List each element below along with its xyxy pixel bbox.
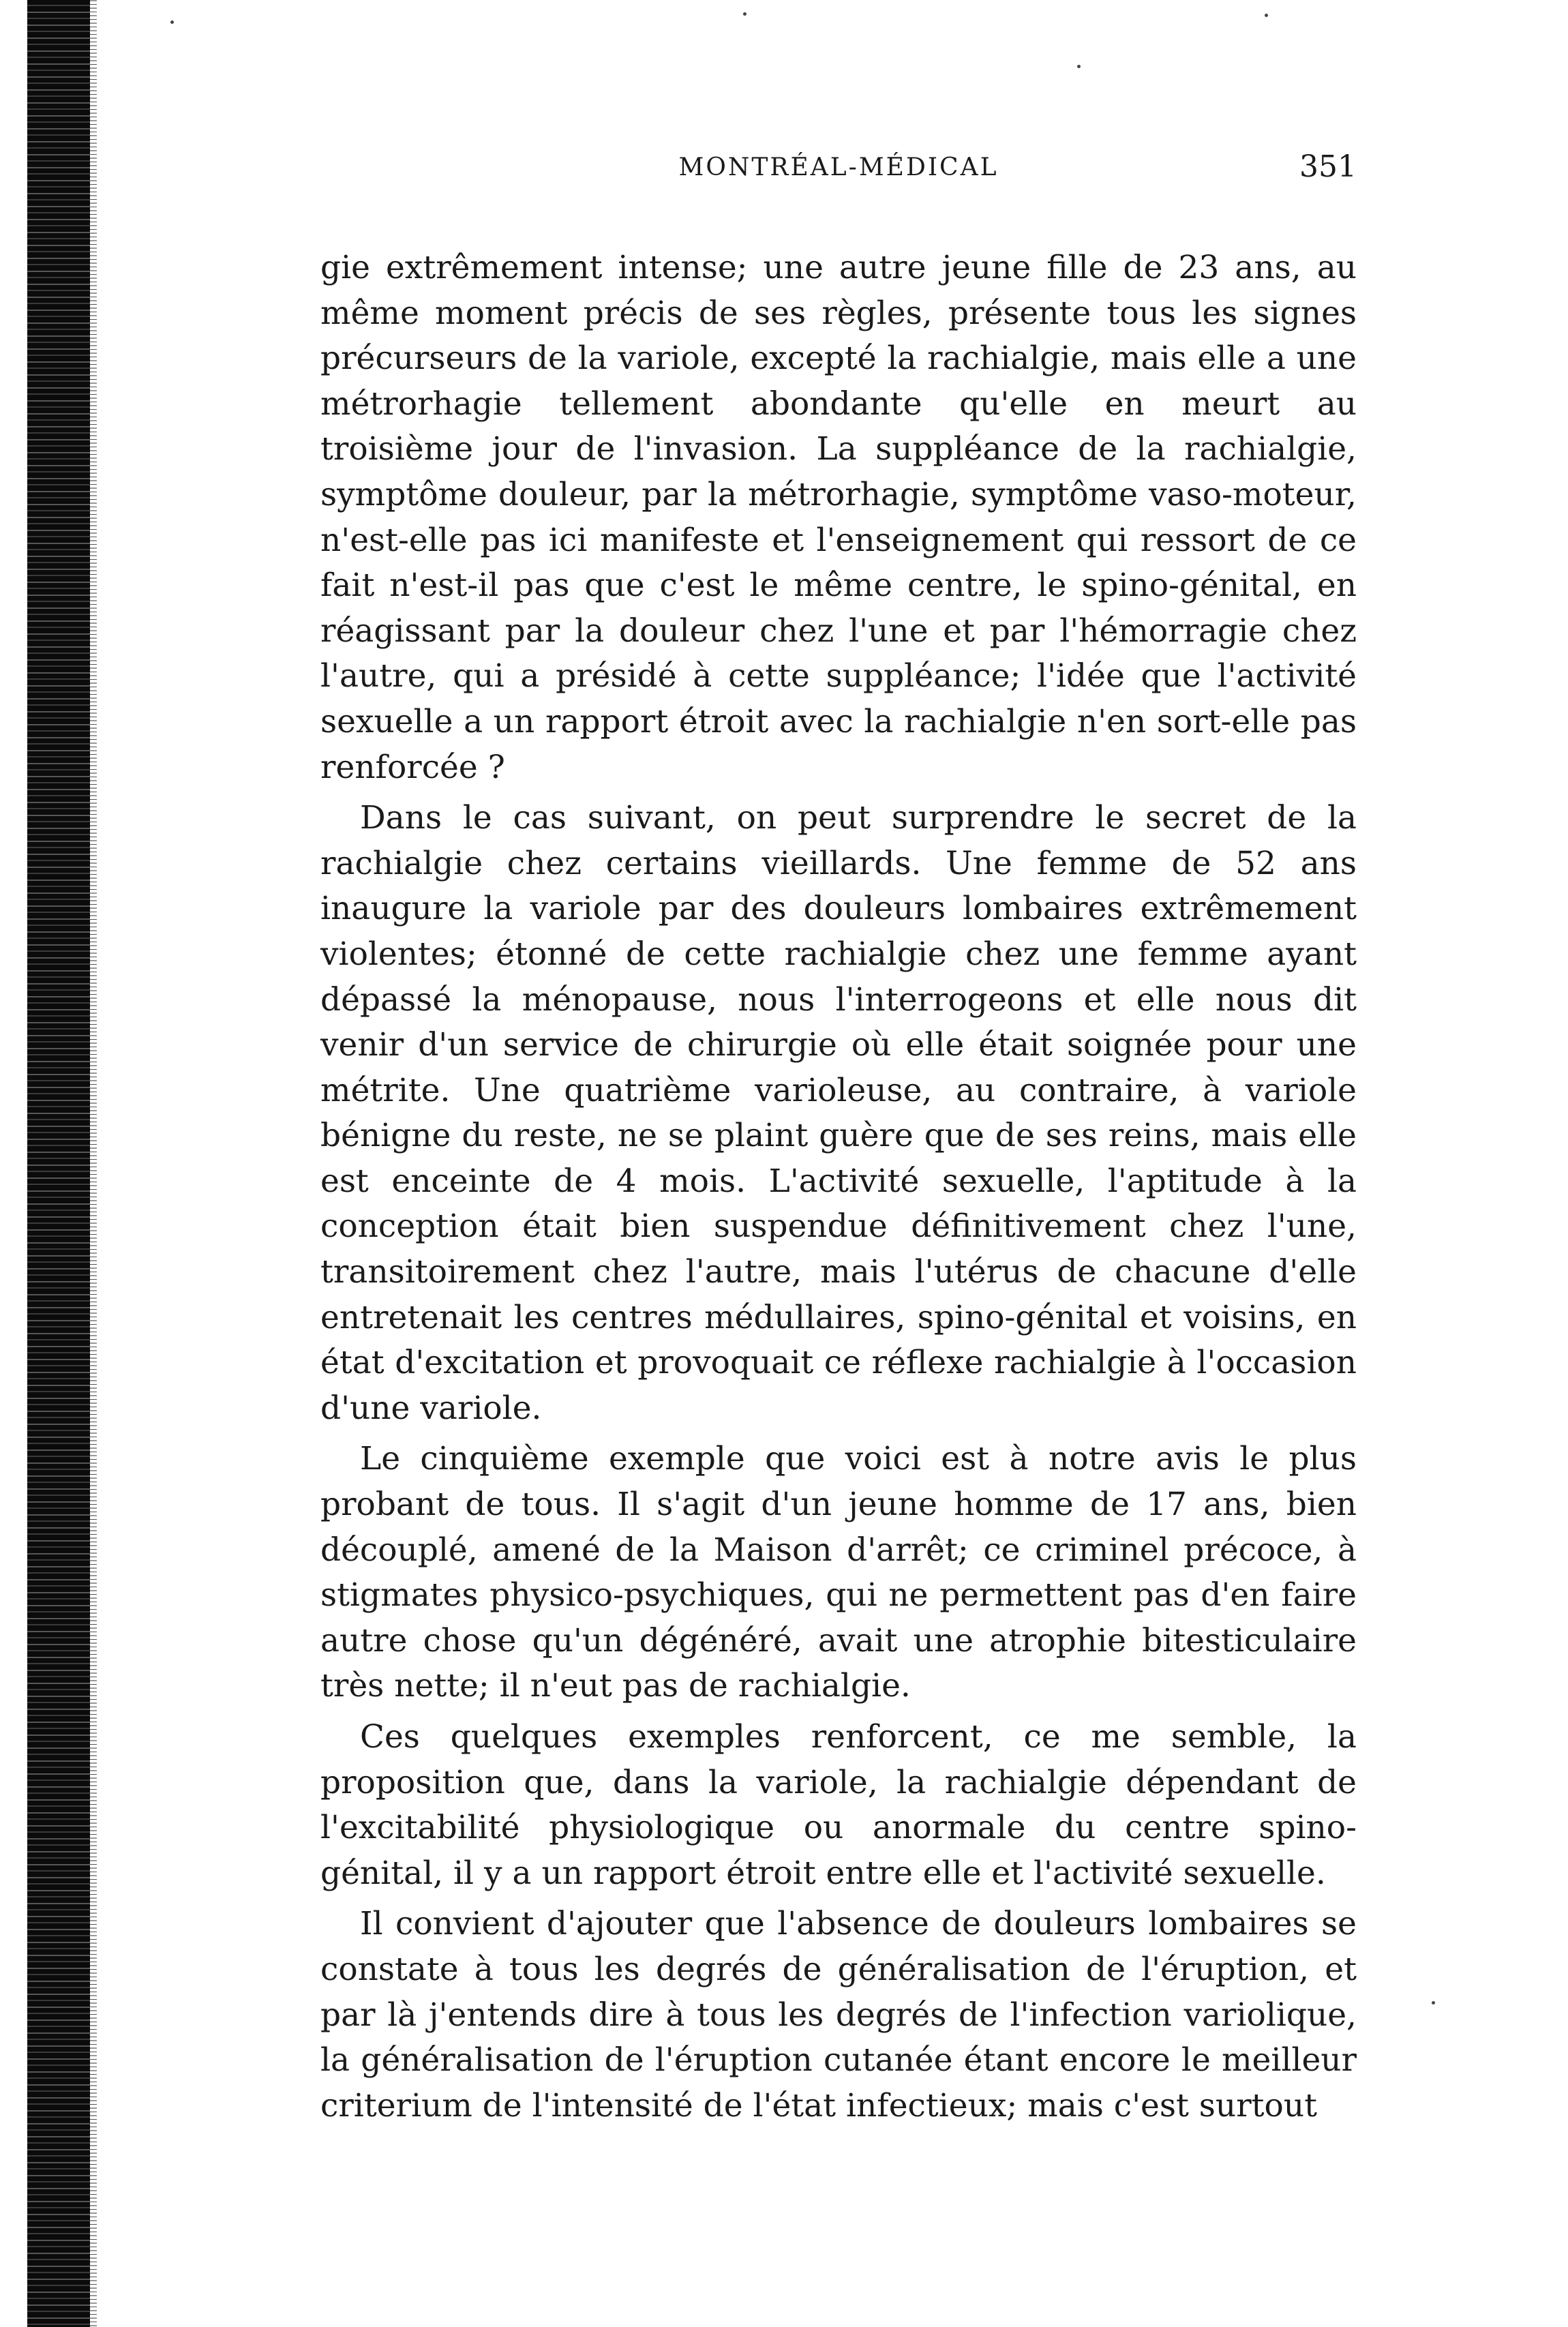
scan-speck bbox=[1265, 14, 1268, 17]
paragraph: Il convient d'ajouter que l'absence de douleurs lombaires se constate à tous les degrés de généralisation de l'éruption, et par là j'entends dire à tous les degrés de l'infection variolique, la généralisation de l'éruption cutanée étant encore le meilleur criterium de l'intensité de l'état infectieux; mais c'est surtout bbox=[320, 1905, 1357, 2125]
paragraph: Ces quelques exemples renforcent, ce me semble, la proposition que, dans la variole, la rachialgie dépendant de l'excitabilité physiologique ou anormale du centre spino-génital, il y a un rapport étroit entre elle et l'activité sexuelle. bbox=[320, 1718, 1357, 1892]
paragraph: gie extrêmement intense; une autre jeune fille de 23 ans, au même moment précis de ses règles, présente tous les signes précurseurs de la variole, excepté la rachialgie, mais elle a une métrorhagie tellement abondante qu'elle en meurt au troisième jour de l'invasion. La suppléance de la rachialgie, symptôme douleur, par la métrorhagie, symptôme vaso-moteur, n'est-elle pas ici manifeste et l'enseignement qui ressort de ce fait n'est-il pas que c'est le même centre, le spino-génital, en réagissant par la douleur chez l'une et par l'hémorragie chez l'autre, qui a présidé à cette suppléance; l'idée que l'activité sexuelle a un rapport étroit avec la rachialgie n'en sort-elle pas renforcée ? bbox=[320, 249, 1357, 786]
book-page bbox=[320, 147, 1357, 2134]
running-title: MONTRÉAL-MÉDICAL bbox=[678, 153, 999, 181]
scan-speck bbox=[170, 20, 174, 24]
body-text bbox=[320, 245, 1357, 2129]
page-header bbox=[320, 147, 1357, 194]
paragraph: Dans le cas suivant, on peut surprendre le secret de la rachialgie chez certains vieillards. Une femme de 52 ans inaugure la variole par des douleurs lombaires extrêmement violentes; étonné de cette rachialgie chez une femme ayant dépassé la ménopause, nous l'interrogeons et elle nous dit venir d'un service de chirurgie où elle était soignée pour une métrite. Une quatrième varioleuse, au contraire, à variole bénigne du reste, ne se plaint guère que de ses reins, mais elle est enceinte de 4 mois. L'activité sexuelle, l'aptitude à la conception était bien suspendue définitivement chez l'une, transitoirement chez l'autre, mais l'utérus de chacune d'elle entretenait les centres médullaires, spino-génital et voisins, en état d'excitation et provoquait ce réflexe rachialgie à l'occasion d'une variole. bbox=[320, 799, 1357, 1427]
scan-speck bbox=[1432, 2001, 1435, 2005]
scan-binding-edge bbox=[90, 0, 97, 2327]
page-number: 351 bbox=[1299, 149, 1357, 184]
paragraph: Le cinquième exemple que voici est à notre avis le plus probant de tous. Il s'agit d'un jeune homme de 17 ans, bien découplé, amené de la Maison d'arrêt; ce criminel précoce, à stigmates physico-psychiques, qui ne permettent pas d'en faire autre chose qu'un dégénéré, avait une atrophie bitesticulaire très nette; il n'eut pas de rachialgie. bbox=[320, 1440, 1357, 1705]
scan-speck bbox=[1077, 65, 1081, 68]
scan-binding-gutter bbox=[27, 0, 92, 2327]
scan-speck bbox=[743, 12, 747, 16]
